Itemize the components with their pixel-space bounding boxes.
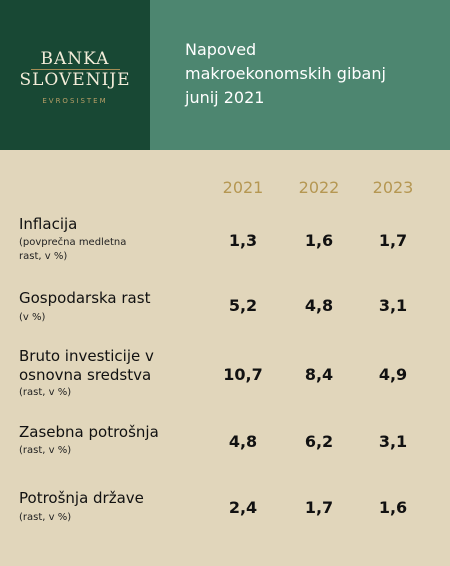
row-sublabel: rast, v %) (19, 251, 68, 262)
row-label: Inflacija (19, 215, 78, 233)
row-label: osnovna sredstva (19, 366, 152, 384)
logo-subtitle: EVROSISTEM (42, 97, 108, 105)
value-2022: 1,6 (304, 231, 334, 250)
value-2023: 1,7 (378, 231, 408, 250)
row-sublabel: (rast, v %) (19, 387, 72, 398)
header (0, 0, 450, 150)
value-2023: 3,1 (378, 432, 408, 451)
year-header-2022: 2022 (298, 178, 340, 197)
year-header-2021: 2021 (222, 178, 264, 197)
value-2022: 8,4 (304, 365, 334, 384)
value-2022: 6,2 (304, 432, 334, 451)
value-2021: 2,4 (228, 498, 258, 517)
value-2023: 4,9 (378, 365, 408, 384)
value-2023: 3,1 (378, 296, 408, 315)
value-2022: 1,7 (304, 498, 334, 517)
year-header-2023: 2023 (372, 178, 414, 197)
row-sublabel: (v %) (19, 312, 46, 323)
value-2021: 1,3 (228, 231, 258, 250)
row-label: Potrošnja države (19, 489, 144, 507)
title-panel (150, 0, 450, 150)
logo-line-slovenije: SLOVENIJE (19, 70, 131, 90)
title-line-1: Napoved (185, 40, 257, 59)
row-sublabel: (povprečna medletna (19, 237, 127, 248)
value-2022: 4,8 (304, 296, 334, 315)
title-line-3: junij 2021 (185, 88, 265, 107)
value-2021: 10,7 (223, 365, 263, 384)
title-line-2: makroekonomskih gibanj (185, 64, 386, 83)
value-2021: 5,2 (228, 296, 258, 315)
row-label: Gospodarska rast (19, 289, 151, 307)
row-sublabel: (rast, v %) (19, 512, 72, 523)
row-label: Bruto investicije v (19, 347, 154, 365)
value-2023: 1,6 (378, 498, 408, 517)
row-label: Zasebna potrošnja (19, 423, 159, 441)
row-sublabel: (rast, v %) (19, 445, 72, 456)
logo-line-banka: BANKA (40, 49, 110, 69)
bank-logo (0, 0, 150, 150)
value-2021: 4,8 (228, 432, 258, 451)
